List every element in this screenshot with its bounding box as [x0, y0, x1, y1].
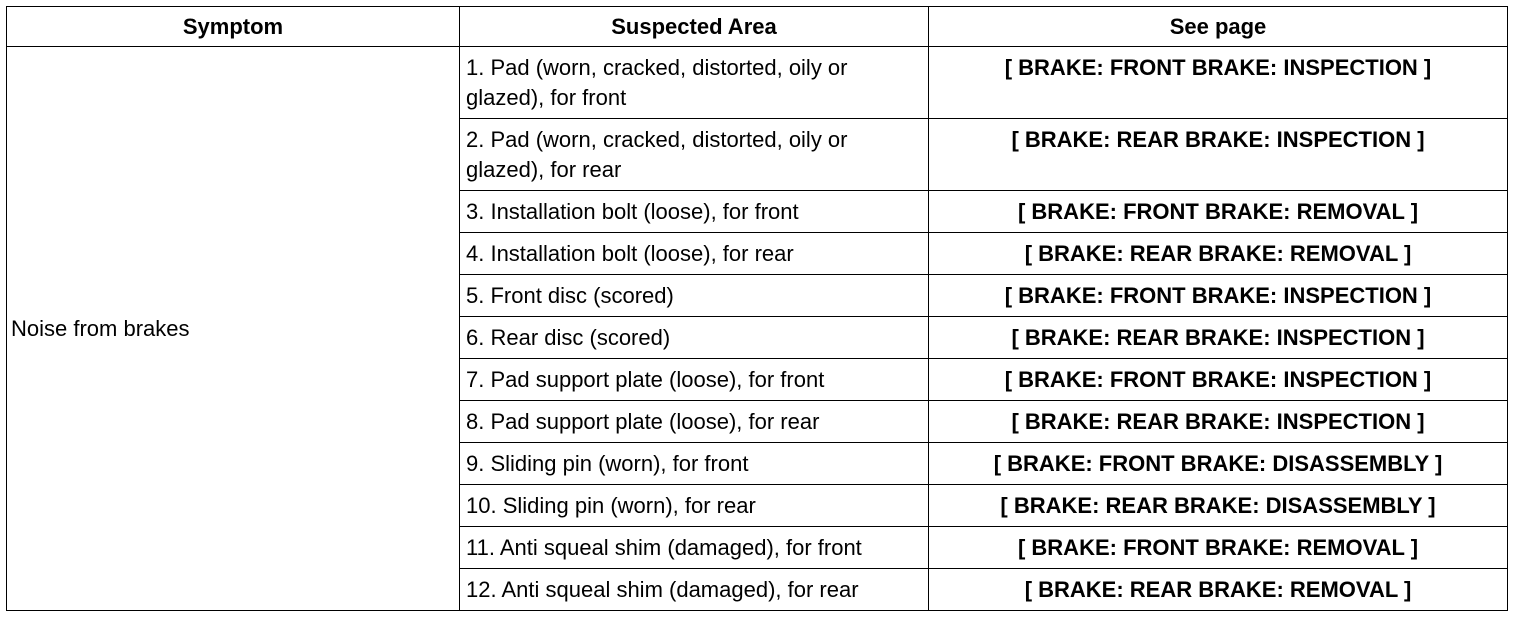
- symptom-cell: Noise from brakes: [7, 47, 460, 611]
- see-page-link[interactable]: [ BRAKE: FRONT BRAKE: REMOVAL ]: [929, 527, 1508, 569]
- suspected-area-cell: 4. Installation bolt (loose), for rear: [460, 233, 929, 275]
- table-row: [7, 47, 1508, 119]
- suspected-area-cell: 2. Pad (worn, cracked, distorted, oily or glazed), for rear: [460, 119, 929, 191]
- header-symptom: Symptom: [7, 7, 460, 47]
- troubleshooting-table: [6, 6, 1508, 611]
- see-page-link[interactable]: [ BRAKE: FRONT BRAKE: INSPECTION ]: [929, 359, 1508, 401]
- see-page-link[interactable]: [ BRAKE: REAR BRAKE: REMOVAL ]: [929, 233, 1508, 275]
- suspected-area-cell: 11. Anti squeal shim (damaged), for front: [460, 527, 929, 569]
- see-page-link[interactable]: [ BRAKE: REAR BRAKE: INSPECTION ]: [929, 317, 1508, 359]
- see-page-link[interactable]: [ BRAKE: FRONT BRAKE: INSPECTION ]: [929, 275, 1508, 317]
- header-row: [7, 7, 1508, 47]
- suspected-area-cell: 9. Sliding pin (worn), for front: [460, 443, 929, 485]
- suspected-area-cell: 1. Pad (worn, cracked, distorted, oily or glazed), for front: [460, 47, 929, 119]
- see-page-link[interactable]: [ BRAKE: FRONT BRAKE: DISASSEMBLY ]: [929, 443, 1508, 485]
- see-page-link[interactable]: [ BRAKE: REAR BRAKE: REMOVAL ]: [929, 569, 1508, 611]
- see-page-link[interactable]: [ BRAKE: FRONT BRAKE: REMOVAL ]: [929, 191, 1508, 233]
- suspected-area-cell: 5. Front disc (scored): [460, 275, 929, 317]
- see-page-link[interactable]: [ BRAKE: REAR BRAKE: DISASSEMBLY ]: [929, 485, 1508, 527]
- suspected-area-cell: 7. Pad support plate (loose), for front: [460, 359, 929, 401]
- see-page-link[interactable]: [ BRAKE: REAR BRAKE: INSPECTION ]: [929, 401, 1508, 443]
- see-page-link[interactable]: [ BRAKE: REAR BRAKE: INSPECTION ]: [929, 119, 1508, 191]
- suspected-area-cell: 8. Pad support plate (loose), for rear: [460, 401, 929, 443]
- suspected-area-cell: 12. Anti squeal shim (damaged), for rear: [460, 569, 929, 611]
- suspected-area-cell: 10. Sliding pin (worn), for rear: [460, 485, 929, 527]
- suspected-area-cell: 6. Rear disc (scored): [460, 317, 929, 359]
- see-page-link[interactable]: [ BRAKE: FRONT BRAKE: INSPECTION ]: [929, 47, 1508, 119]
- header-see-page: See page: [929, 7, 1508, 47]
- suspected-area-cell: 3. Installation bolt (loose), for front: [460, 191, 929, 233]
- header-suspected-area: Suspected Area: [460, 7, 929, 47]
